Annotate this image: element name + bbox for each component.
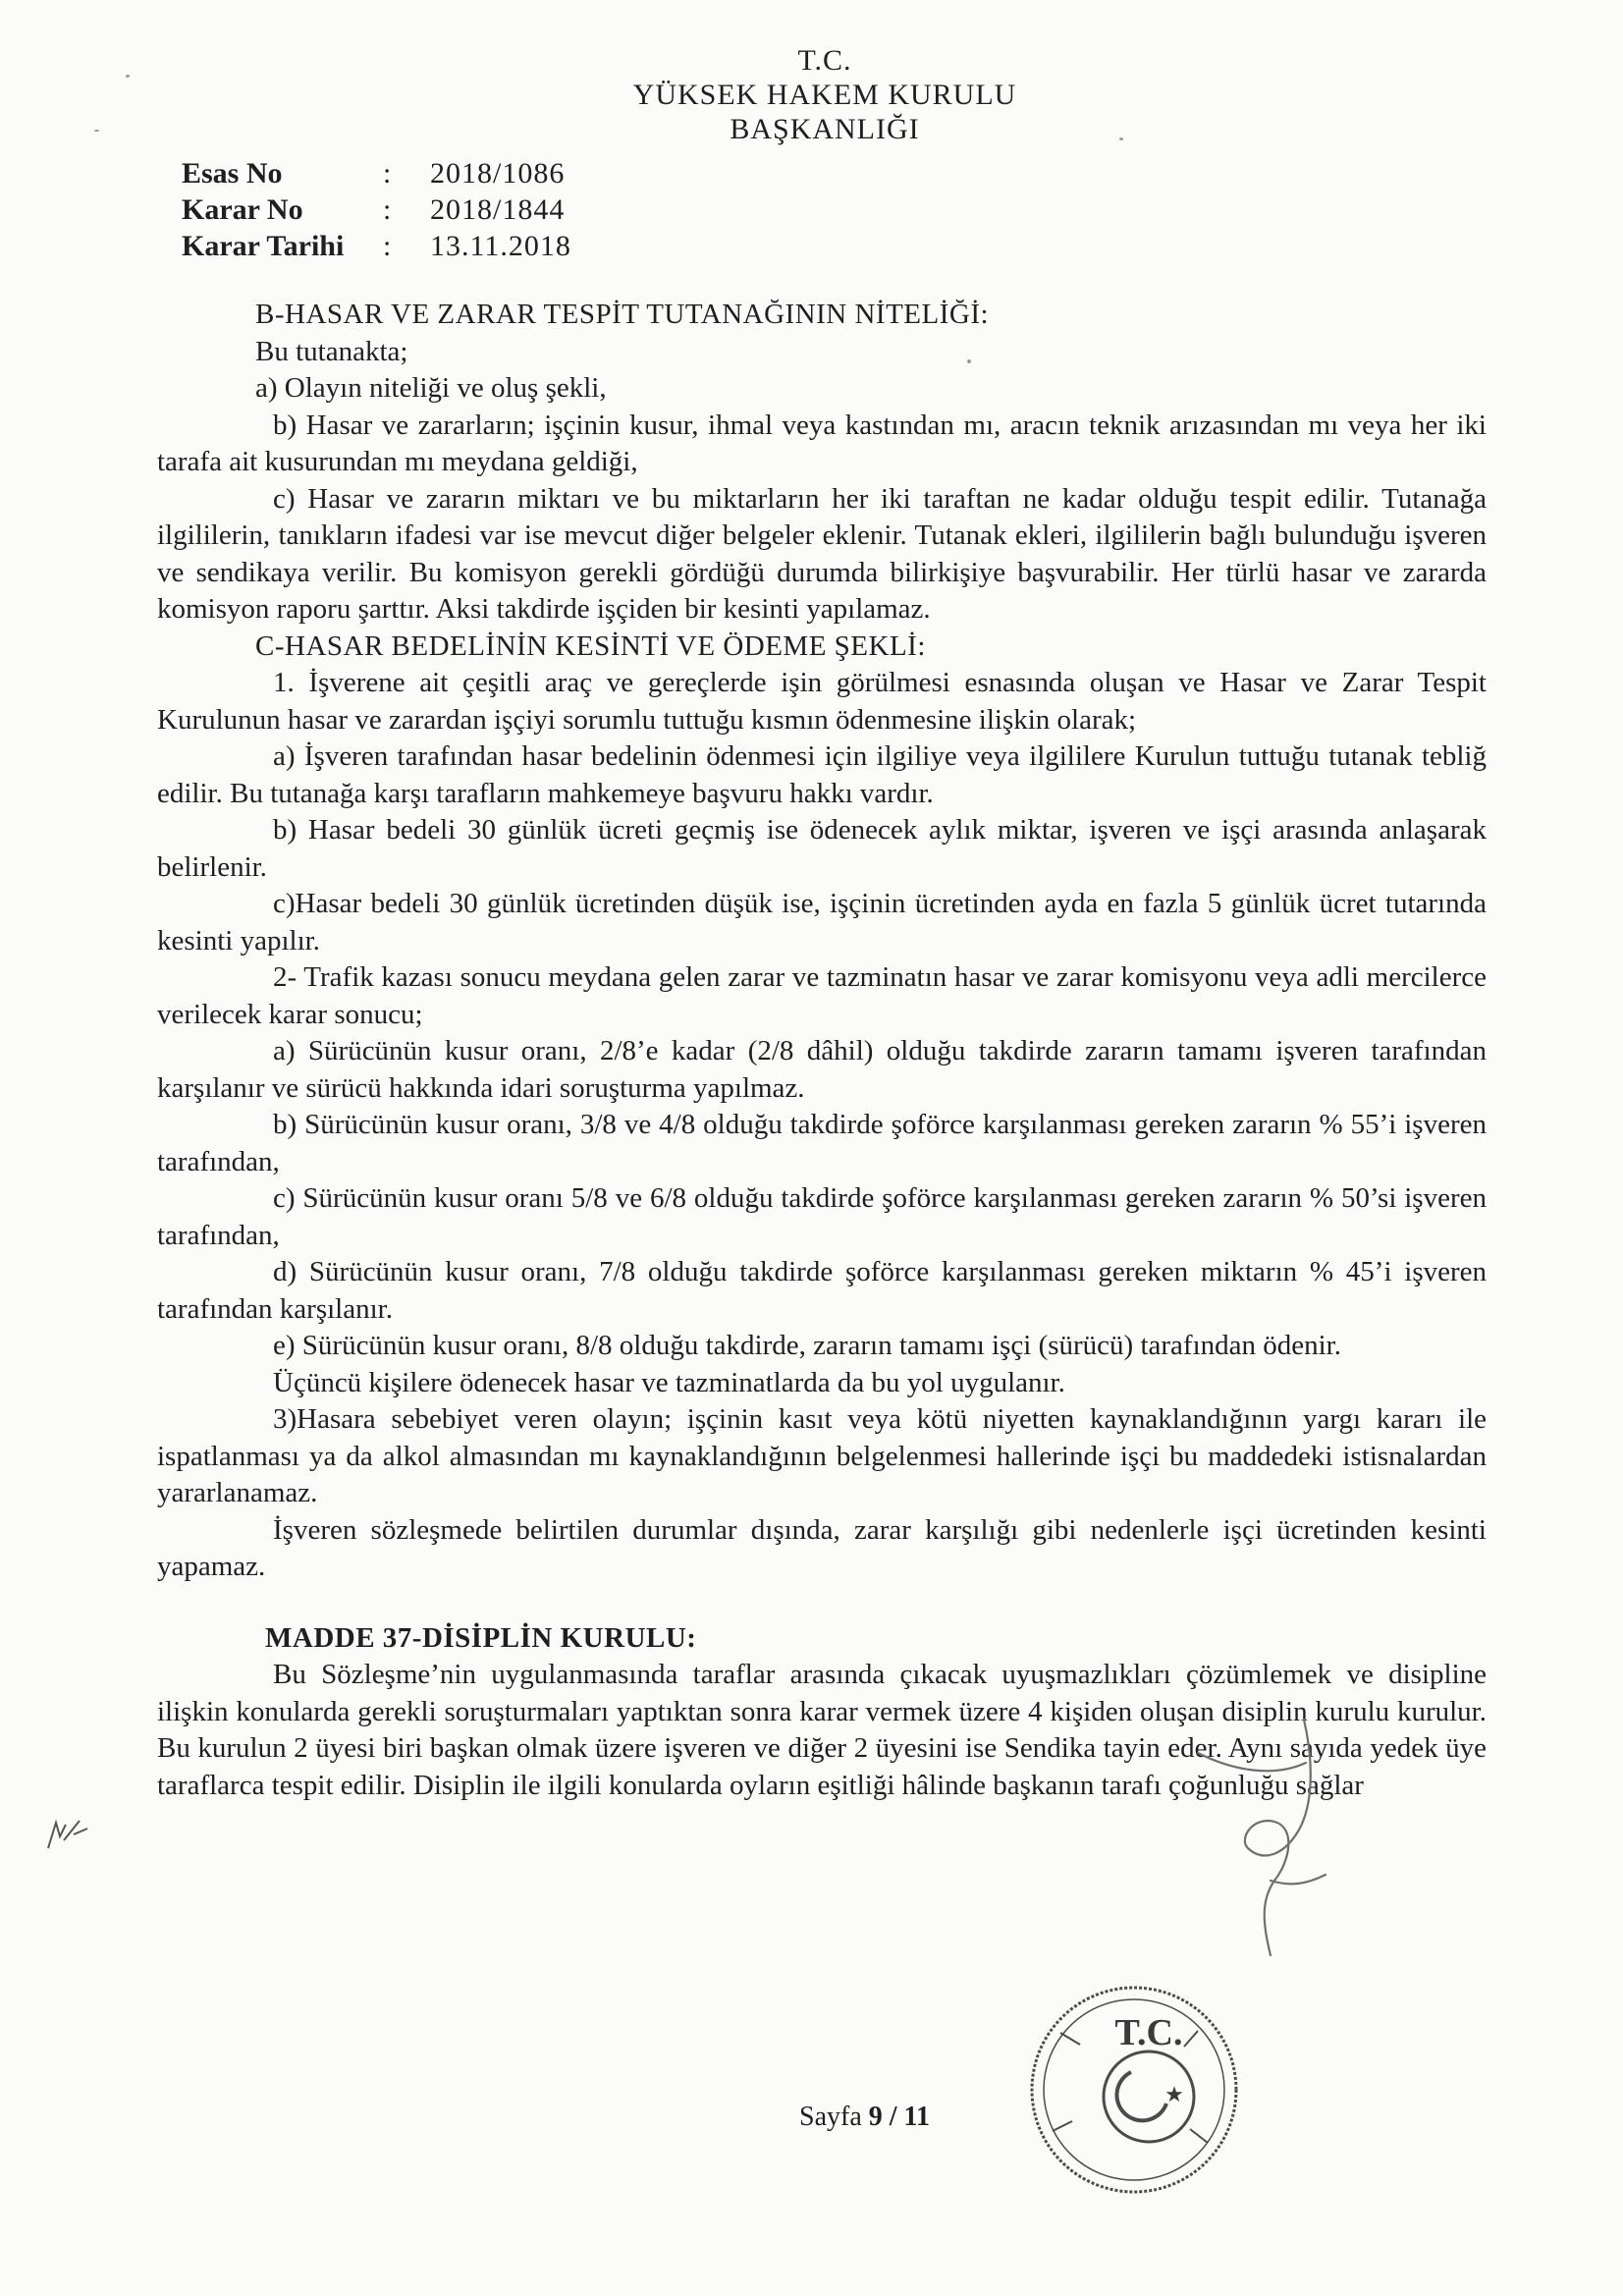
- decision-number-value: 2018/1844: [430, 193, 566, 226]
- separator: :: [383, 230, 392, 262]
- paragraph: d) Sürücünün kusur oranı, 7/8 olduğu takdirde şoförce karşılanması gereken miktarın % 45’i işveren tarafından karşılanır.: [157, 1256, 1487, 1325]
- paragraph: b) Sürücünün kusur oranı, 3/8 ve 4/8 olduğu takdirde şoförce karşılanması gereken zararın % 55’i işveren tarafından,: [157, 1109, 1487, 1177]
- section-heading: C-HASAR BEDELİNİN KESİNTİ VE ÖDEME ŞEKLİ:: [255, 629, 926, 662]
- paragraph: a) Olayın niteliği ve oluş şekli,: [255, 372, 607, 404]
- paragraph: b) Hasar ve zararların; işçinin kusur, ihmal veya kastından mı, aracın teknik arızasından mı veya her iki tarafa ait kusurundan mı meydana geldiği,: [157, 409, 1487, 477]
- case-info: [182, 155, 571, 264]
- header-office: BAŞKANLIĞI: [730, 113, 920, 145]
- paragraph: c)Hasar bedeli 30 günlük ücretinden düşük ise, işçinin ücretinden ayda en fazla 5 günlük ücret tutarında kesinti yapılır.: [157, 888, 1487, 957]
- paragraph: Bu Sözleşme’nin uygulanmasında taraflar arasında çıkacak uyuşmazlıkları çözümlemek ve disipline ilişkin konularda gerekli soruşturmaları yaptıktan sonra karar vermek üzere 4 kişiden oluşan disiplin kurulu kurulur. Bu kurulun 2 üyesi biri başkan olmak üzere işveren ve diğer 2 üyesini ise Sendika tayin eder. Aynı sayıda yedek üye taraflarca tespit edilir. Disiplin ile ilgili konularda oyların eşitliği hâlinde başkanın tarafı çoğunluğu sağlar: [157, 1659, 1487, 1801]
- paragraph: 2- Trafik kazası sonucu meydana gelen zarar ve tazminatın hasar ve zarar komisyonu veya adli mercilerce verilecek karar sonucu;: [157, 961, 1487, 1030]
- paragraph: İşveren sözleşmede belirtilen durumlar dışında, zarar karşılığı gibi nedenlerle işçi ücretinden kesinti yapamaz.: [157, 1513, 1487, 1582]
- page-number: 9 / 11: [868, 2102, 930, 2132]
- case-number-label: Esas No: [182, 157, 283, 190]
- paragraph: e) Sürücünün kusur oranı, 8/8 olduğu takdirde, zararın tamamı işçi (sürücü) tarafından ödenir.: [273, 1330, 1341, 1361]
- svg-text:★: ★: [1164, 2082, 1184, 2106]
- paragraph: 3)Hasara sebebiyet veren olayın; işçinin kasıt veya kötü niyetten kaynaklandığının yargı kararı ile ispatlanması ya da alkol almasından mı kaynaklandığının belgelenmesi hallerinde işçi bu maddedeki istisnalardan yararlanamaz.: [157, 1403, 1487, 1508]
- paragraph: c) Hasar ve zararın miktarı ve bu miktarların her iki taraftan ne kadar olduğu tespit edilir. Tutanağa ilgililerin, tanıkların ifadesi var ise mevcut diğer belgeler eklenir. Tutanak ekleri, ilgililerin bağlı bulunduğu işveren ve sendikaya verilir. Bu komisyon gerekli gördüğü durumda bilirkişiye başvurabilir. Her türlü hasar ve zararda komisyon raporu şarttır. Aksi takdirde işçiden bir kesinti yapılamaz.: [157, 482, 1487, 625]
- handwritten-signature: [1168, 1714, 1335, 1969]
- paragraph: Bu tutanakta;: [255, 335, 408, 367]
- document-body: [157, 297, 1487, 1804]
- margin-initials-mark: [44, 1815, 91, 1854]
- paragraph: c) Sürücünün kusur oranı 5/8 ve 6/8 olduğu takdirde şoförce karşılanması gereken zararın % 50’si işveren tarafından,: [157, 1182, 1487, 1251]
- paragraph: Üçüncü kişilere ödenecek hasar ve tazminatlarda da bu yol uygulanır.: [273, 1366, 1065, 1398]
- official-seal-stamp: [1001, 1974, 1267, 2210]
- separator: :: [383, 157, 392, 190]
- scan-speck: [126, 75, 130, 78]
- header-institution: YÜKSEK HAKEM KURULU: [632, 79, 1017, 111]
- section-heading: MADDE 37-DİSİPLİN KURULU:: [265, 1621, 697, 1654]
- paragraph: b) Hasar bedeli 30 günlük ücreti geçmiş ise ödenecek aylık miktar, işveren ve işçi arasında anlaşarak belirlenir.: [157, 814, 1487, 883]
- paragraph: a) Sürücünün kusur oranı, 2/8’e kadar (2/8 dâhil) olduğu takdirde zararın tamamı işveren tarafından karşılanır ve sürücü hakkında idari soruşturma yapılmaz.: [157, 1035, 1487, 1104]
- page-label: Sayfa: [799, 2102, 862, 2132]
- decision-date-row: [182, 228, 571, 264]
- header-country: T.C.: [797, 44, 852, 77]
- scan-speck: [1119, 137, 1123, 140]
- decision-date-label: Karar Tarihi: [182, 230, 345, 262]
- decision-number-label: Karar No: [182, 193, 303, 226]
- decision-date-value: 13.11.2018: [430, 230, 571, 262]
- section-gap: [157, 1586, 1487, 1620]
- case-number-row: [182, 155, 571, 191]
- case-number-value: 2018/1086: [430, 157, 566, 190]
- page-footer: [799, 2102, 930, 2133]
- paragraph: 1. İşverene ait çeşitli araç ve gereçlerde işin görülmesi esnasında oluşan ve Hasar ve Zarar Tespit Kurulunun hasar ve zarardan işçiyi sorumlu tuttuğu kısmın ödenmesine ilişkin olarak;: [157, 667, 1487, 736]
- decision-number-row: [182, 191, 571, 228]
- scan-speck: [94, 130, 99, 132]
- paragraph: a) İşveren tarafından hasar bedelinin ödenmesi için ilgiliye veya ilgililere Kurulun tuttuğu tutanak tebliğ edilir. Bu tutanağa karşı tarafların mahkemeye başvuru hakkı vardır.: [157, 740, 1487, 809]
- section-heading: B-HASAR VE ZARAR TESPİT TUTANAĞININ NİTELİĞİ:: [255, 299, 990, 330]
- seal-letters: T.C.: [1114, 2012, 1183, 2053]
- separator: :: [383, 193, 392, 226]
- document-header: [550, 43, 1100, 146]
